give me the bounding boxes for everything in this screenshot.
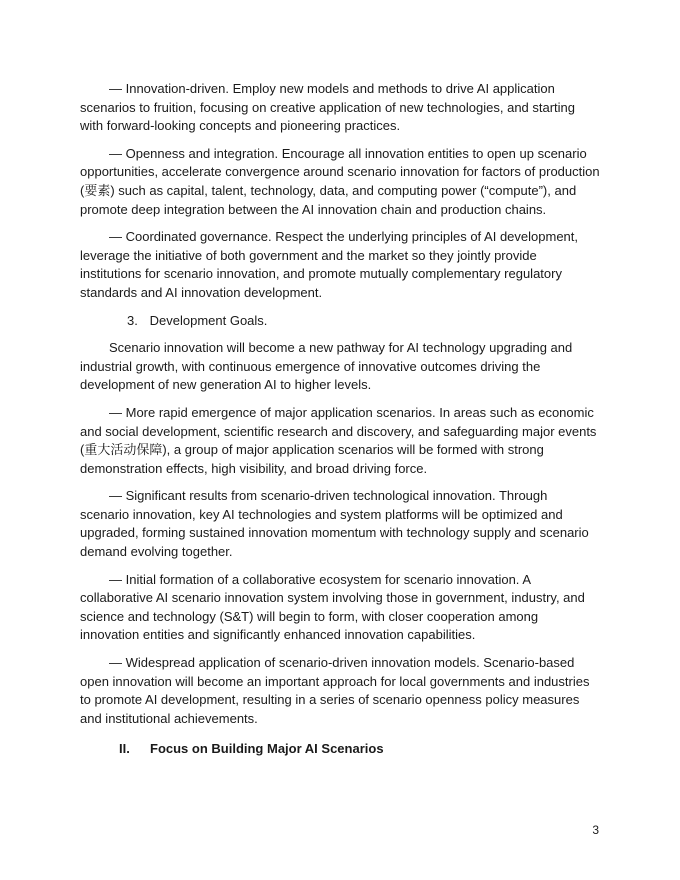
numbered-item-development-goals (80, 312, 600, 331)
paragraph-goals-intro: Scenario innovation will become a new pathway for AI technology upgrading and industrial growth, with continuous emergence of innovative outcomes driving the development of new generation AI to higher levels. (80, 340, 573, 393)
page-number: 3 (592, 823, 599, 837)
paragraph-coordinated-governance: — Coordinated governance. Respect the underlying principles of AI development, leverage the initiative of both government and the market so they jointly provide institutions for scenario innovation, and promote mutually complementary regulatory standards and AI innovation development. (80, 229, 579, 300)
paragraph-widespread-application: — Widespread application of scenario-driven innovation models. Scenario-based open innovation will become an important approach for local governments and industries to promote AI development, resulting in a series of scenario openness policy measures and institutional achievements. (80, 655, 590, 726)
section-heading (80, 740, 600, 759)
paragraph-openness-integration: — Openness and integration. Encourage all innovation entities to open up scenario opportunities, accelerate convergence around scenario innovation for factors of production (要素) such as capital, talent, technology, data, and computing power (“compute”), and promote deep integration between the AI innovation chain and production chains. (80, 145, 600, 217)
paragraph-tech-innovation: — Significant results from scenario-driven technological innovation. Through scenario innovation, key AI technologies and system platforms will be optimized and upgraded, forming sustained innovation momentum with technology supply and scenario demand evolving together. (80, 488, 589, 560)
section-number: II. (119, 741, 130, 757)
page-body (80, 80, 600, 759)
list-number: 3. (127, 312, 138, 328)
list-item-title: Development Goals. (149, 312, 268, 328)
paragraph-major-scenarios: — More rapid emergence of major application scenarios. In areas such as economic and social development, scientific research and discovery, and safeguarding major events (重大活动保障), a group of major application scenarios will be formed with strong demonstration effects, high visibility, and broad driving force. (80, 404, 597, 476)
paragraph-innovation-driven: — Innovation-driven. Employ new models and methods to drive AI application scenarios to fruition, focusing on creative application of new technologies, and starting with forward-looking concepts and pioneering practices. (80, 81, 576, 134)
paragraph-collaborative-ecosystem: — Initial formation of a collaborative ecosystem for scenario innovation. A collaborative AI scenario innovation system involving those in government, industry, and science and technology (S&T) will begin to form, with closer cooperation among innovation entities and significantly enhanced innovation capabilities. (80, 571, 585, 643)
section-title: Focus on Building Major AI Scenarios (150, 741, 384, 757)
